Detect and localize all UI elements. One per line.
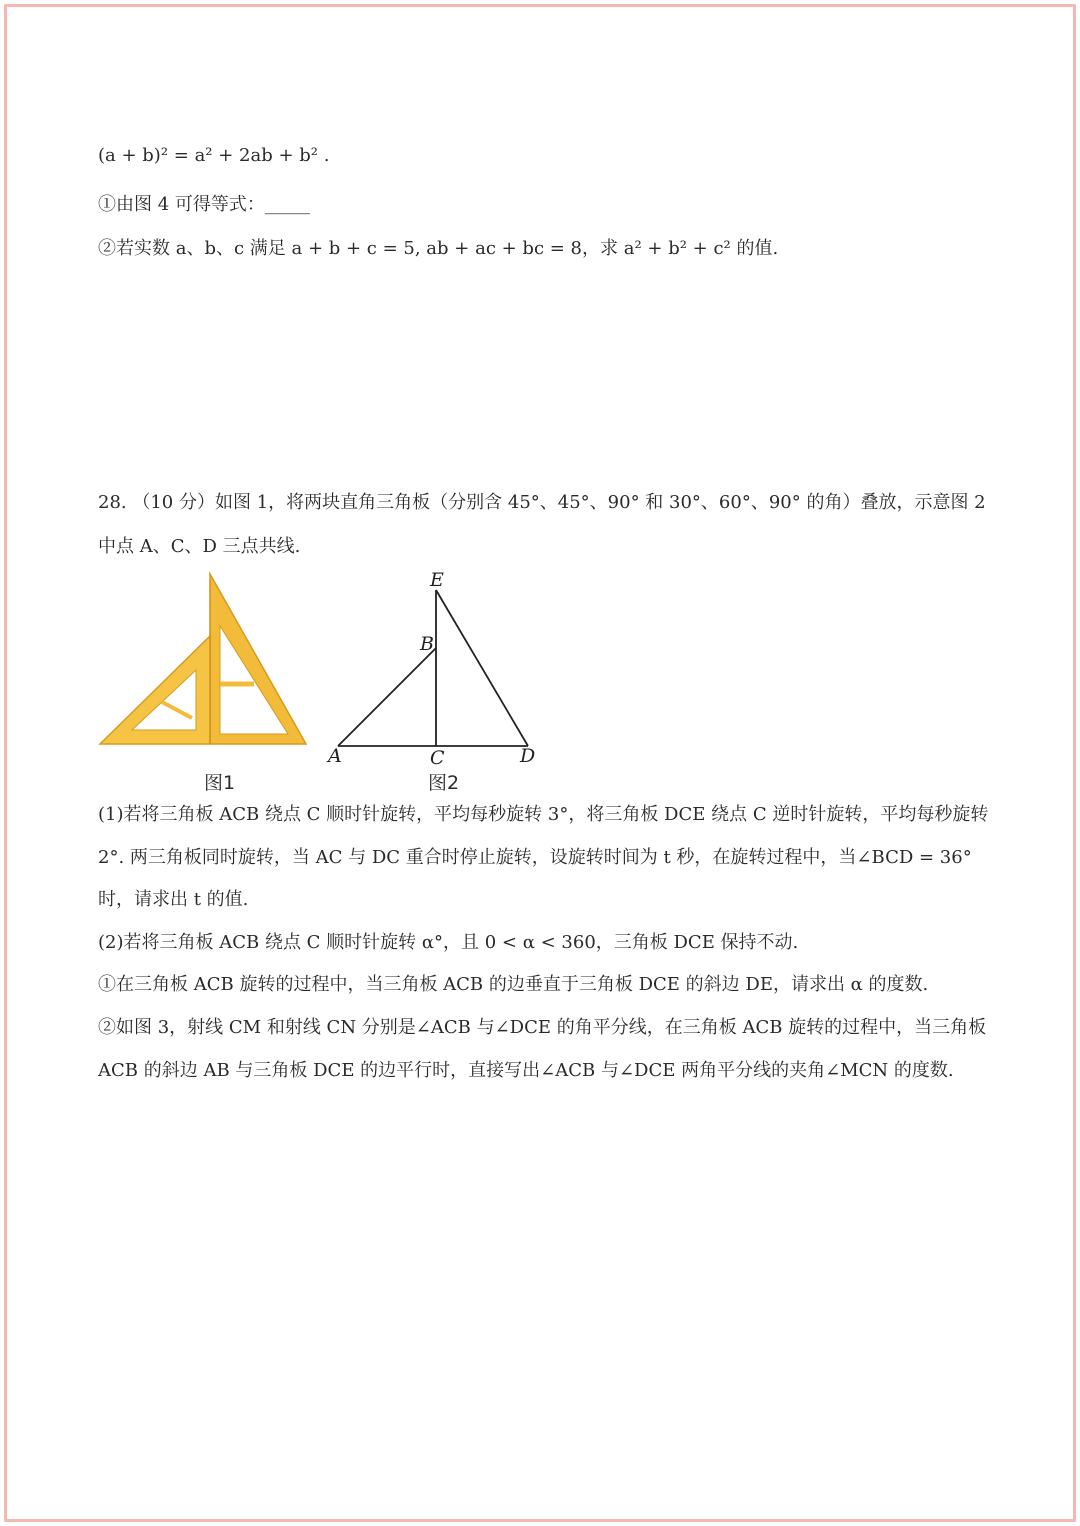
question-1: ①由图 4 可得等式：_____ xyxy=(98,194,310,215)
problem-28-header-line1: 28. （10 分）如图 1，将两块直角三角板（分别含 45°、45°、90° 和 30°、60°、90° 的角）叠放，示意图 2 xyxy=(98,492,986,513)
label-A: A xyxy=(328,745,342,766)
figure-2-diagram xyxy=(322,566,542,766)
segment-ED xyxy=(436,590,528,746)
formula-line: (a + b)² = a² + 2ab + b² . xyxy=(98,145,330,166)
figure-1-set-squares xyxy=(96,570,310,750)
part-2-question-2-line2: ACB 的斜边 AB 与三角板 DCE 的边平行时，直接写出∠ACB 与∠DCE 两角平分线的夹角∠MCN 的度数. xyxy=(98,1060,954,1081)
label-D: D xyxy=(520,745,536,766)
segment-AB xyxy=(338,648,436,746)
label-B: B xyxy=(420,633,434,655)
part-1-line2: 2°. 两三角板同时旋转，当 AC 与 DC 重合时停止旋转，设旋转时间为 t 秒，在旋转过程中，当∠BCD = 36° xyxy=(98,847,972,868)
label-C: C xyxy=(430,747,445,766)
part-1-line1: (1)若将三角板 ACB 绕点 C 顺时针旋转，平均每秒旋转 3°，将三角板 DCE 绕点 C 逆时针旋转，平均每秒旋转 xyxy=(98,804,989,825)
part-2-line1: (2)若将三角板 ACB 绕点 C 顺时针旋转 α°，且 0 < α < 360，三角板 DCE 保持不动. xyxy=(98,932,799,953)
part-2-question-2-line1: ②如图 3，射线 CM 和射线 CN 分别是∠ACB 与∠DCE 的角平分线，在三角板 ACB 旋转的过程中，当三角板 xyxy=(98,1017,987,1038)
figure-2-caption: 图2 xyxy=(428,772,460,794)
problem-28-header-line2: 中点 A、C、D 三点共线. xyxy=(98,536,301,557)
label-E: E xyxy=(430,569,444,591)
part-2-question-1: ①在三角板 ACB 旋转的过程中，当三角板 ACB 的边垂直于三角板 DCE 的斜边 DE，请求出 α 的度数. xyxy=(98,974,929,995)
part-1-line3: 时，请求出 t 的值. xyxy=(98,889,249,910)
figure-1-caption: 图1 xyxy=(204,772,236,794)
question-2: ②若实数 a、b、c 满足 a + b + c = 5, ab + ac + bc = 8，求 a² + b² + c² 的值. xyxy=(98,238,779,259)
